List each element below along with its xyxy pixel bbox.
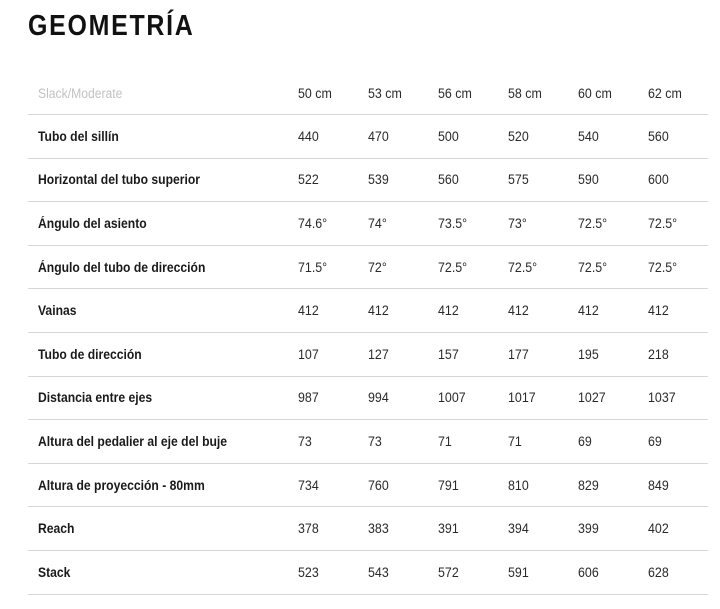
size-header: 53 cm bbox=[368, 85, 402, 101]
row-label: Ángulo del asiento bbox=[38, 215, 147, 231]
table-cell: 810 bbox=[508, 477, 529, 493]
table-row bbox=[28, 507, 708, 551]
table-cell: 383 bbox=[368, 521, 389, 537]
table-cell: 394 bbox=[508, 521, 529, 537]
table-cell: 560 bbox=[648, 128, 669, 144]
header-label: Slack/Moderate bbox=[38, 85, 123, 101]
table-cell: 734 bbox=[298, 477, 319, 493]
table-cell: 69 bbox=[578, 433, 592, 449]
table-row bbox=[28, 551, 708, 595]
geometry-table bbox=[28, 72, 708, 595]
table-cell: 760 bbox=[368, 477, 389, 493]
table-cell: 628 bbox=[648, 564, 669, 580]
table-cell: 849 bbox=[648, 477, 669, 493]
table-row bbox=[28, 333, 708, 377]
table-cell: 412 bbox=[578, 303, 599, 319]
table-row bbox=[28, 202, 708, 246]
table-cell: 74° bbox=[368, 215, 387, 231]
table-cell: 987 bbox=[298, 390, 319, 406]
table-cell: 391 bbox=[438, 521, 459, 537]
row-label: Altura de proyección - 80mm bbox=[38, 477, 205, 493]
table-cell: 72.5° bbox=[648, 259, 678, 275]
table-row bbox=[28, 420, 708, 464]
table-row bbox=[28, 377, 708, 421]
table-cell: 72° bbox=[368, 259, 387, 275]
table-cell: 1027 bbox=[578, 390, 606, 406]
size-header: 50 cm bbox=[298, 85, 332, 101]
table-cell: 440 bbox=[298, 128, 319, 144]
table-cell: 399 bbox=[578, 521, 599, 537]
table-cell: 412 bbox=[438, 303, 459, 319]
table-cell: 412 bbox=[648, 303, 669, 319]
table-cell: 74.6° bbox=[298, 215, 328, 231]
table-header-row bbox=[28, 72, 708, 115]
table-cell: 791 bbox=[438, 477, 459, 493]
size-header: 58 cm bbox=[508, 85, 542, 101]
table-cell: 522 bbox=[298, 172, 319, 188]
table-cell: 73 bbox=[368, 433, 382, 449]
row-label: Vainas bbox=[38, 303, 77, 319]
table-cell: 71 bbox=[508, 433, 522, 449]
table-cell: 470 bbox=[368, 128, 389, 144]
row-label: Stack bbox=[38, 564, 71, 580]
table-cell: 73.5° bbox=[438, 215, 468, 231]
table-cell: 72.5° bbox=[578, 259, 608, 275]
table-cell: 523 bbox=[298, 564, 319, 580]
table-cell: 72.5° bbox=[578, 215, 608, 231]
row-label: Tubo de dirección bbox=[38, 346, 142, 362]
size-header: 62 cm bbox=[648, 85, 682, 101]
row-label: Horizontal del tubo superior bbox=[38, 172, 201, 188]
table-row bbox=[28, 115, 708, 159]
table-cell: 127 bbox=[368, 346, 389, 362]
table-cell: 378 bbox=[298, 521, 319, 537]
table-cell: 195 bbox=[578, 346, 599, 362]
table-cell: 177 bbox=[508, 346, 529, 362]
table-cell: 73 bbox=[298, 433, 312, 449]
table-cell: 829 bbox=[578, 477, 599, 493]
size-header: 60 cm bbox=[578, 85, 612, 101]
table-row bbox=[28, 464, 708, 508]
table-cell: 72.5° bbox=[648, 215, 678, 231]
table-cell: 540 bbox=[578, 128, 599, 144]
row-label: Tubo del sillín bbox=[38, 128, 119, 144]
table-cell: 1037 bbox=[648, 390, 676, 406]
table-cell: 412 bbox=[508, 303, 529, 319]
table-cell: 543 bbox=[368, 564, 389, 580]
table-cell: 1017 bbox=[508, 390, 536, 406]
row-label: Altura del pedalier al eje del buje bbox=[38, 433, 228, 449]
table-cell: 402 bbox=[648, 521, 669, 537]
table-cell: 412 bbox=[298, 303, 319, 319]
page-title: GEOMETRÍA bbox=[28, 10, 195, 42]
table-cell: 590 bbox=[578, 172, 599, 188]
table-cell: 575 bbox=[508, 172, 529, 188]
table-cell: 539 bbox=[368, 172, 389, 188]
table-cell: 73° bbox=[508, 215, 527, 231]
size-header: 56 cm bbox=[438, 85, 472, 101]
table-cell: 600 bbox=[648, 172, 669, 188]
table-cell: 994 bbox=[368, 390, 389, 406]
table-cell: 107 bbox=[298, 346, 319, 362]
table-cell: 69 bbox=[648, 433, 662, 449]
table-cell: 606 bbox=[578, 564, 599, 580]
table-cell: 218 bbox=[648, 346, 669, 362]
row-label: Ángulo del tubo de dirección bbox=[38, 259, 206, 275]
table-cell: 591 bbox=[508, 564, 529, 580]
table-cell: 72.5° bbox=[508, 259, 538, 275]
table-cell: 572 bbox=[438, 564, 459, 580]
table-row bbox=[28, 246, 708, 290]
table-cell: 500 bbox=[438, 128, 459, 144]
table-cell: 71.5° bbox=[298, 259, 328, 275]
table-cell: 1007 bbox=[438, 390, 466, 406]
table-cell: 71 bbox=[438, 433, 452, 449]
table-cell: 560 bbox=[438, 172, 459, 188]
table-cell: 412 bbox=[368, 303, 389, 319]
table-row bbox=[28, 289, 708, 333]
table-row bbox=[28, 159, 708, 203]
table-cell: 157 bbox=[438, 346, 459, 362]
table-body bbox=[28, 115, 708, 595]
table-cell: 72.5° bbox=[438, 259, 468, 275]
row-label: Distancia entre ejes bbox=[38, 390, 153, 406]
row-label: Reach bbox=[38, 521, 75, 537]
table-cell: 520 bbox=[508, 128, 529, 144]
